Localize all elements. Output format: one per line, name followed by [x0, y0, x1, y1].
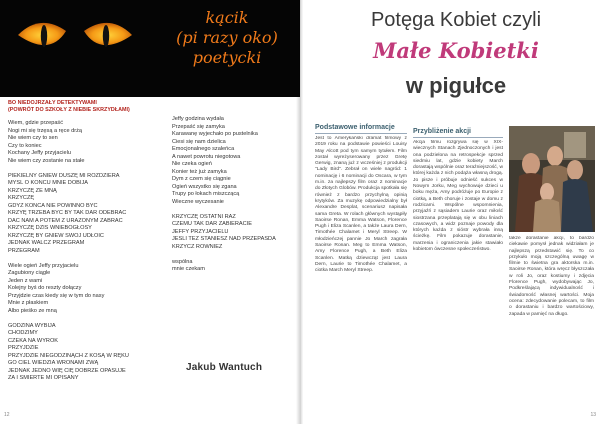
section-text-basic-info: Jest to Amerykański dramat filmowy z 2019 roku na podstawie powieści Louisy May Alcott pod tym samym tytułem. Film został wyreżyserowany przez Gretę Gerwig, znaną już z wcześniej z produkcji "Lady Bird". Zebrał on wiele nagród: 1 nominację i 6 nominacji do Oscara, w tym m.in. za najlepszy film oraz 2 nominacje do Złotych Globów. Produkcja spotkała się również z bardzo przychylną opinią krytyków. Za muzykę odpowiedzialny był Alexandre Desplat, scenariusz napisała sama Greta. W rolach głównych wystąpiły Saoirse Ronan, Emma Watson, Florence Pugh i Eliza Scanlen, a także Laura Dern, Timothée Chalamet i Meryl Streep. W młodzieńczej pannie Jo March zagrała Saoirse Ronan. Meg to Emma Watson, Amy Florence Pugh, a Beth Eliza Scanlen. Matką dziewcząt jest Laura Dern, Laurie to Timothée Chalamet, a ciotka March Meryl Streep. [315, 136, 407, 274]
section-text-plot: Akcja filmu rozgrywa się w XIX-wiecznych Stanach Zjednoczonych i jest ona podzielona na retrospekcje sprzed siedmiu lat, gdzie kobiety March dorastają wspólnie oraz teraźniejszość, w której każda z nich podąża własną drogą. Jo pisze i próbuje odnieść sukces w Nowym Jorku, Meg wychowuje dzieci u boku męża, Amy podróżuje po Europie z ciotką, a Beth choruje i zostaje w domu z rodzicami. Wspólne wspomnienia, przyjaźń z sąsiadem Laurie oraz miłość siostrzana przeplatają się w obu liniach czasowych, a widz poznaje powody dla których każda z sióstr wybrała inną ścieżkę. Film pokazuje dorastanie, marzenia i ograniczenia jakie stawiało kobietom ówczesne społeczeństwo. [413, 140, 503, 253]
article-title-line-2: Małe Kobietki [373, 38, 539, 63]
stanza-gap [172, 206, 292, 214]
poem-line: Nogi mi się trzęsą a ręce drżą [8, 127, 82, 134]
poem-line: JEDNAK WALCZ PRZEGRAM [8, 240, 85, 246]
poem-line: GDYŻ KOŃCA NIE POWINNO BYĆ [8, 202, 98, 209]
poem-line: KRZYCZĘ DZIŚ WNIEBOGŁOSY [8, 225, 92, 231]
section-heading-plot: Przybliżenie akcji [413, 128, 471, 135]
page-number-left: 12 [4, 412, 10, 418]
poem-line: Nie czeka ogień [172, 161, 212, 167]
stanza-gap [8, 255, 158, 263]
poem-line: Kolejny byś do reszty dołączy [8, 285, 82, 291]
glowing-eyes-icon [10, 5, 140, 75]
poem-line: wspólna [172, 258, 193, 265]
section-text-review: także dorastanie akcji, to bardzo ciekawie pomysł jednak widziałam je najlepszą przedstawić się. To co przykuło moją szczególną uwagę w filmie to świetna gra aktorska m.in. Saoirse Ronan, która wręcz błyszczała w roli Jo, oraz kostiumy i zdjęcia Florence Pugh, wydobywając Jo, Podkreślającą indywidualność i świadomość własnej wartości. Moja ocena: zdecydowanie polecam, to film o dorastaniu i bardzo wartościowy, zapada w pamięć na długo. [509, 236, 594, 317]
stanza-gap [8, 315, 158, 323]
poem-line: Jeden z wami [8, 277, 43, 284]
poem-column-1 [8, 120, 158, 383]
poem-line: Trupy po łokach miszczącą [172, 191, 240, 197]
poem-line: Kochany Jeffy przyjacielu [8, 150, 72, 156]
poetry-banner [0, 0, 300, 97]
poem-line: mnie czekam [172, 266, 205, 272]
poem-line: CZEKA NA WYROK [8, 337, 59, 344]
movie-still-photo [509, 126, 595, 232]
poem-author: Jakub Wantuch [186, 362, 263, 373]
poem-line: KRZYCZĘ [8, 195, 35, 201]
poem-line: GODZINA WYBIJA [8, 322, 56, 329]
poem-title [8, 100, 158, 113]
poem-line: PIEKIELNY GNIEW DUSZĘ MI ROZDZIERA [8, 172, 120, 179]
poem-line: Mnie z płaskiem [8, 300, 49, 306]
poem-line: PRZEGRAM [8, 247, 40, 254]
banner-title-line: (pi razy oko) [176, 28, 278, 47]
article-title-line-3: w pigułce [405, 73, 507, 98]
section-divider [315, 133, 407, 134]
poem-column-2 [172, 116, 292, 274]
poem-line: KRZYĘ TRZEBA BYĆ BY TAK DAR ODEBRAĆ [8, 210, 127, 216]
poem-line: ZA I ŚMIERTE MI OPISANY [8, 375, 79, 381]
poem-line: Dym z czem się ciągnie [172, 176, 231, 182]
poem-line: Nie wiem czy zostanie na stałe [8, 157, 85, 164]
section-divider [413, 137, 503, 138]
poem-line: GO CIEL WIEDZIA WRONAMI ŻWĄ [8, 360, 99, 366]
poem-line: A nawet powrotu niegotowa [172, 153, 241, 160]
poem-line: Ogień wszystko się zgana [172, 183, 237, 190]
poem-line: KRZYCZĘ ZE MNĄ [8, 187, 57, 194]
poem-line: Przyjdzie czas kiedy się w tym do nasy [8, 292, 105, 299]
stanza-gap [172, 251, 292, 259]
right-page [303, 0, 600, 424]
banner-title [162, 8, 292, 68]
poem-line: KRZYCZĘ OSTATNI RAZ [172, 213, 236, 220]
poem-line: Karawanę wyjechało po pustelnika [172, 131, 258, 137]
poem-title-line: BO NIEDOJRZAŁY DETEKTYWAMI [8, 100, 97, 106]
poem-line: KRZYCZĘ BY GNIEW SWÓJ UDŁOIĆ [8, 232, 104, 239]
poem-line: Przepaść się zamyka [172, 123, 225, 130]
poem-line: CHODZIMY [8, 330, 38, 336]
poem-line: Czy to koniec [8, 142, 42, 149]
section-heading-basic-info: Podstawowe informacje [315, 124, 395, 131]
poem-line: MYŚL O KOŃCU MNIE DOBIJA [8, 180, 88, 186]
stanza-gap [8, 165, 158, 173]
poem-line: JEFFY PRZYJACIELU [172, 228, 229, 235]
page-number-right: 13 [590, 412, 596, 418]
poem-line: Jeffy godzina wydała [172, 116, 224, 122]
poem-line: Wiele ogień Jeffy przyjacielu [8, 262, 79, 269]
poem-line: PRZYJDZIE NIEGODZINĄCH Z KOSĄ W RĘKU [8, 352, 129, 359]
poem-line: Emocjonalnego szaleńca [172, 146, 235, 152]
banner-title-line: kącik [205, 8, 249, 27]
poem-line: Wiem, gdzie przepaść [8, 120, 64, 126]
banner-title-line: poetycki [192, 48, 262, 67]
poem-line: JEDNAK JEDNO WIĘ CIĘ DOBRZE OPASUJE [8, 367, 126, 374]
poem-line: KRZYCZ RÓWNIEŻ [172, 243, 223, 250]
poem-title-line: (POWRÓT DO SZKOŁY Z NIEBIE SKRZYDŁAMI) [8, 106, 130, 113]
poem-line: CZEMU TAK DAR ZABIERACIE [172, 221, 252, 227]
poem-line: Zagubiony ciągle [8, 270, 51, 276]
poem-line: JESLI TEZ STANIESZ NAD PRZEPAŚDA [172, 236, 276, 242]
article-title-line-1: Potęga Kobiet czyli [370, 9, 542, 31]
poem-line: PRZYJDZIE [8, 345, 39, 351]
poem-line: Wieczne wyczesanie [172, 198, 224, 205]
poem-line: Konier też już zamyka [172, 168, 227, 175]
poem-line: Albo pieśko ze mną [8, 307, 57, 314]
poem-line: Nie wiem czy to sen [8, 135, 58, 141]
poem-line: Ciesi się nam dzielica [172, 138, 226, 145]
poem-line: DAĆ NAM A POTEM Z URAŻONYM ZABRAĆ [8, 217, 123, 224]
